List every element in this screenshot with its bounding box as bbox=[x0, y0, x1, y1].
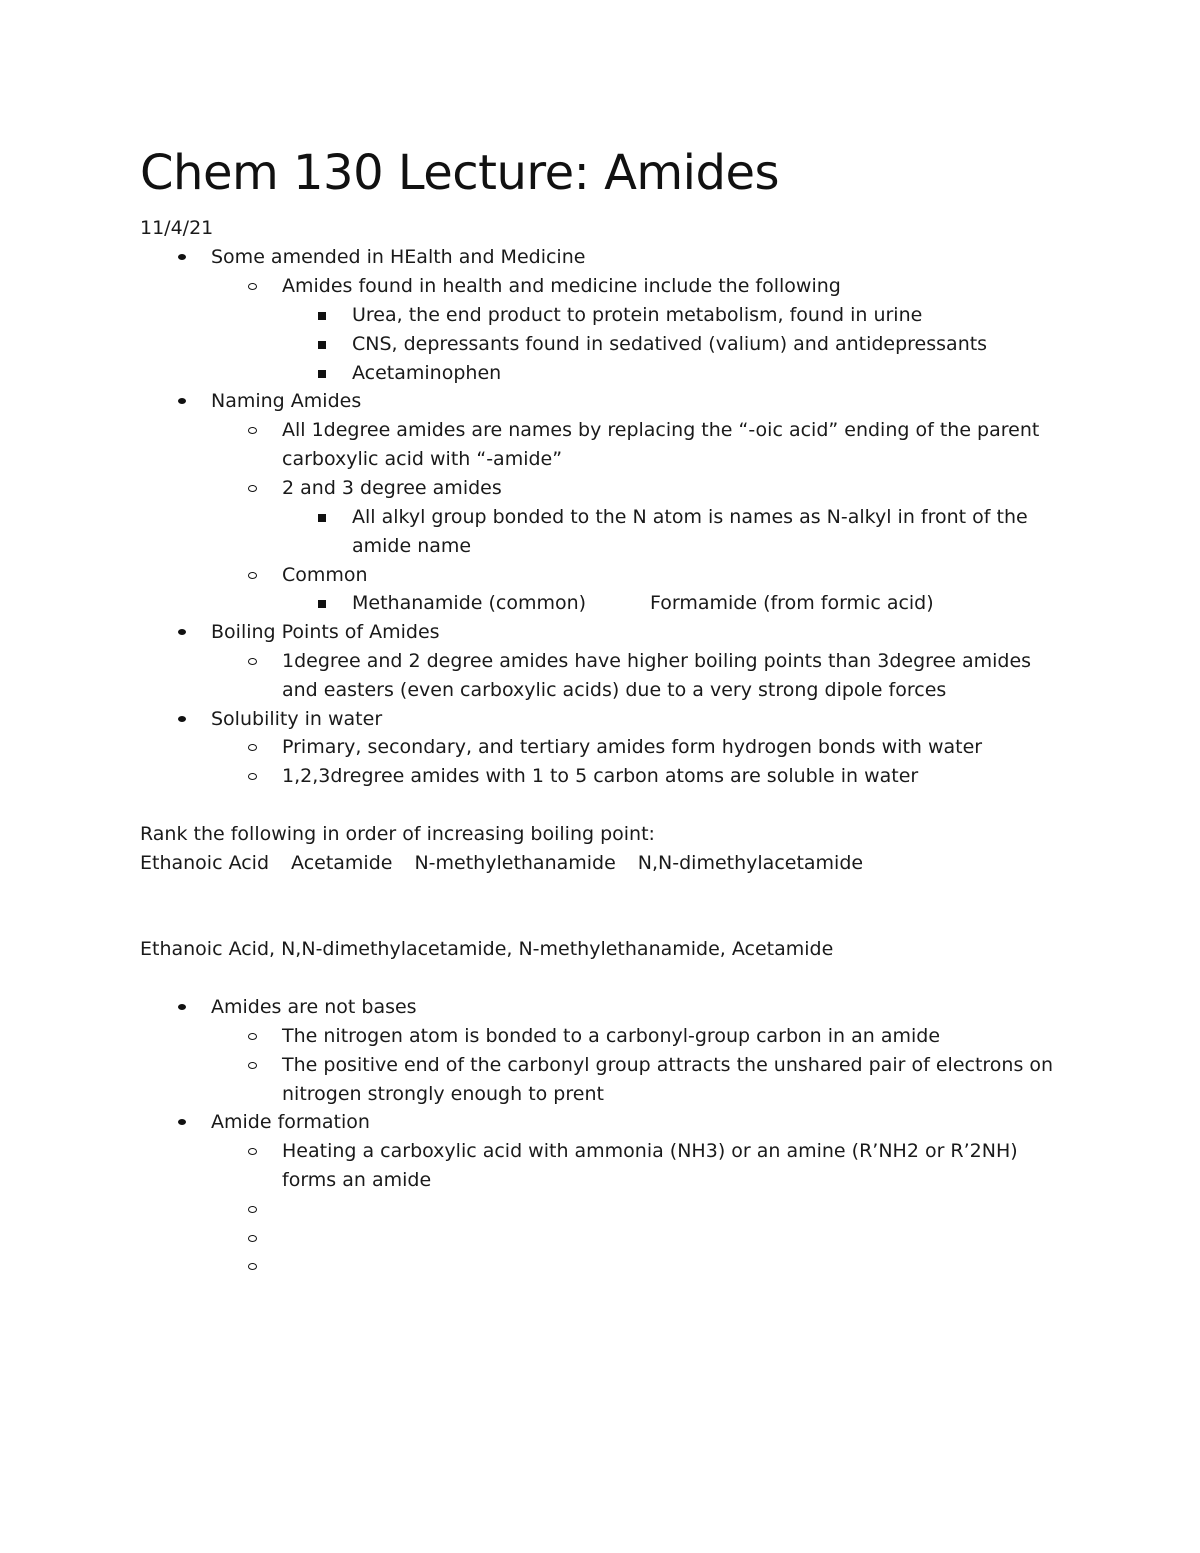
bullet-square-icon bbox=[318, 341, 326, 349]
list-item: Formamide (from formic acid) bbox=[650, 592, 934, 614]
bullet-dot-icon bbox=[178, 629, 186, 635]
bullet-circle-icon bbox=[248, 485, 257, 492]
bullet-square-icon bbox=[318, 370, 326, 378]
bullet-circle-icon bbox=[248, 1206, 257, 1213]
rank-answer: Ethanoic Acid, N,N-dimethylacetamide, N-methylethanamide, Acetamide bbox=[140, 938, 834, 960]
rank-item: N-methylethanamide bbox=[414, 852, 616, 874]
page-title: Chem 130 Lecture: Amides bbox=[140, 145, 779, 201]
bullet-circle-icon bbox=[248, 773, 257, 780]
list-item: Urea, the end product to protein metabolism, found in urine bbox=[352, 304, 923, 326]
rank-item: N,N-dimethylacetamide bbox=[637, 852, 864, 874]
list-item: All 1degree amides are names by replacing the “-oic acid” ending of the parent carboxylic acid with “-amide” bbox=[282, 419, 1040, 470]
bullet-dot-icon bbox=[178, 716, 186, 722]
bullet-square-icon bbox=[318, 514, 326, 522]
bullet-dot-icon bbox=[178, 398, 186, 404]
list-item: 1,2,3dregree amides with 1 to 5 carbon atoms are soluble in water bbox=[282, 765, 919, 787]
bullet-dot-icon bbox=[178, 1004, 186, 1010]
bullet-circle-icon bbox=[248, 427, 257, 434]
list-item: 1degree and 2 degree amides have higher boiling points than 3degree amides and easters (even carboxylic acids) due to a very strong dipole forces bbox=[282, 650, 1032, 701]
date: 11/4/21 bbox=[140, 217, 214, 239]
bullet-circle-icon bbox=[248, 1148, 257, 1155]
rank-item: Acetamide bbox=[291, 852, 393, 874]
rank-item: Ethanoic Acid bbox=[140, 852, 270, 874]
list-item: Amide formation bbox=[211, 1111, 370, 1133]
bullet-circle-icon bbox=[248, 744, 257, 751]
list-item: Amides found in health and medicine include the following bbox=[282, 275, 841, 297]
list-item: Amides are not bases bbox=[211, 996, 417, 1018]
list-item: Heating a carboxylic acid with ammonia (NH3) or an amine (R’NH2 or R’2NH) forms an amide bbox=[282, 1140, 1018, 1191]
list-item: The nitrogen atom is bonded to a carbonyl-group carbon in an amide bbox=[282, 1025, 941, 1047]
bullet-circle-icon bbox=[248, 1033, 257, 1040]
bullet-dot-icon bbox=[178, 254, 186, 260]
bullet-circle-icon bbox=[248, 1062, 257, 1069]
list-item: Naming Amides bbox=[211, 390, 362, 412]
rank-items bbox=[140, 849, 863, 878]
list-item: Solubility in water bbox=[211, 708, 383, 730]
list-item: CNS, depressants found in sedatived (valium) and antidepressants bbox=[352, 333, 988, 355]
bullet-circle-icon bbox=[248, 1263, 257, 1270]
bullet-square-icon bbox=[318, 600, 326, 608]
bullet-square-icon bbox=[318, 312, 326, 320]
bullet-circle-icon bbox=[248, 283, 257, 290]
list-item: Some amended in HEalth and Medicine bbox=[211, 246, 586, 268]
list-item: 2 and 3 degree amides bbox=[282, 477, 502, 499]
bullet-circle-icon bbox=[248, 1235, 257, 1242]
list-item: The positive end of the carbonyl group attracts the unshared pair of electrons on nitrogen strongly enough to prent bbox=[282, 1054, 1054, 1105]
list-item: Acetaminophen bbox=[352, 362, 502, 384]
list-item: Boiling Points of Amides bbox=[211, 621, 440, 643]
list-item: All alkyl group bonded to the N atom is names as N-alkyl in front of the amide name bbox=[352, 506, 1028, 557]
rank-prompt: Rank the following in order of increasing boiling point: bbox=[140, 823, 655, 845]
list-item: Methanamide (common) bbox=[352, 592, 587, 614]
list-item: Common bbox=[282, 564, 368, 586]
list-item: Primary, secondary, and tertiary amides form hydrogen bonds with water bbox=[282, 736, 983, 758]
bullet-dot-icon bbox=[178, 1119, 186, 1125]
bullet-circle-icon bbox=[248, 572, 257, 579]
bullet-circle-icon bbox=[248, 658, 257, 665]
